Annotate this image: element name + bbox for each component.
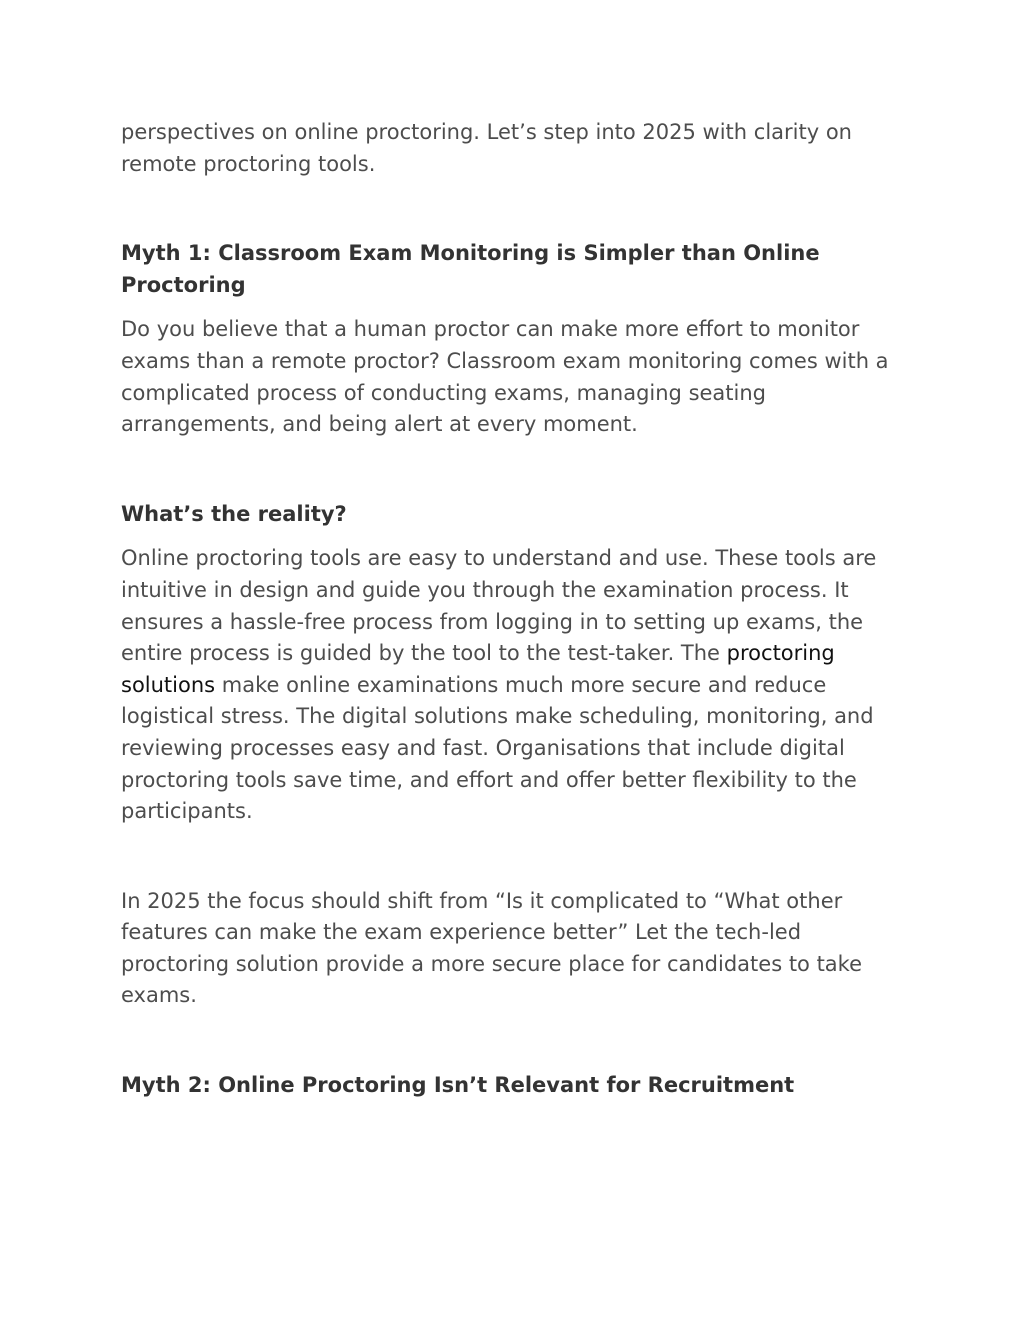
- reality-text-before-link: Online proctoring tools are easy to understand and use. These tools are intuitive in design and guide you through the examination process. It ensures a hassle-free process from logging in to setting up exams, the entire process is guided by the tool to the test-taker. The: [121, 546, 877, 666]
- spacer: [121, 530, 911, 543]
- spacer: [121, 301, 911, 314]
- spacer: [121, 441, 911, 499]
- intro-paragraph: perspectives on online proctoring. Let’s step into 2025 with clarity on remote proctoring tools.: [121, 120, 852, 176]
- document-page: [121, 117, 911, 1102]
- myth2-heading: Myth 2: Online Proctoring Isn’t Relevant for Recruitment: [121, 1073, 795, 1098]
- spacer: [121, 828, 911, 886]
- reality-heading: What’s the reality?: [121, 501, 347, 526]
- proctoring-solutions-link[interactable]: proctoring solutions: [121, 641, 835, 697]
- spacer: [121, 1012, 911, 1070]
- reality-paragraph: [121, 543, 911, 827]
- spacer: [121, 180, 911, 238]
- conclusion-paragraph: In 2025 the focus should shift from “Is it complicated to “What other features can make the exam experience better” Let the tech-led proctoring solution provide a more secure place for candidates to take exams.: [121, 888, 863, 1008]
- myth1-heading: Myth 1: Classroom Exam Monitoring is Simpler than Online Proctoring: [121, 241, 820, 297]
- myth1-paragraph: Do you believe that a human proctor can make more effort to monitor exams than a remote proctor? Classroom exam monitoring comes with a complicated process of conducting exams, managing seating arrangements, and being alert at every moment.: [121, 317, 889, 437]
- reality-text-after-link: make online examinations much more secure and reduce logistical stress. The digital solutions make scheduling, monitoring, and reviewing processes easy and fast. Organisations that include digital proctoring tools save time, and effort and offer better flexibility to the participants.: [121, 672, 874, 824]
